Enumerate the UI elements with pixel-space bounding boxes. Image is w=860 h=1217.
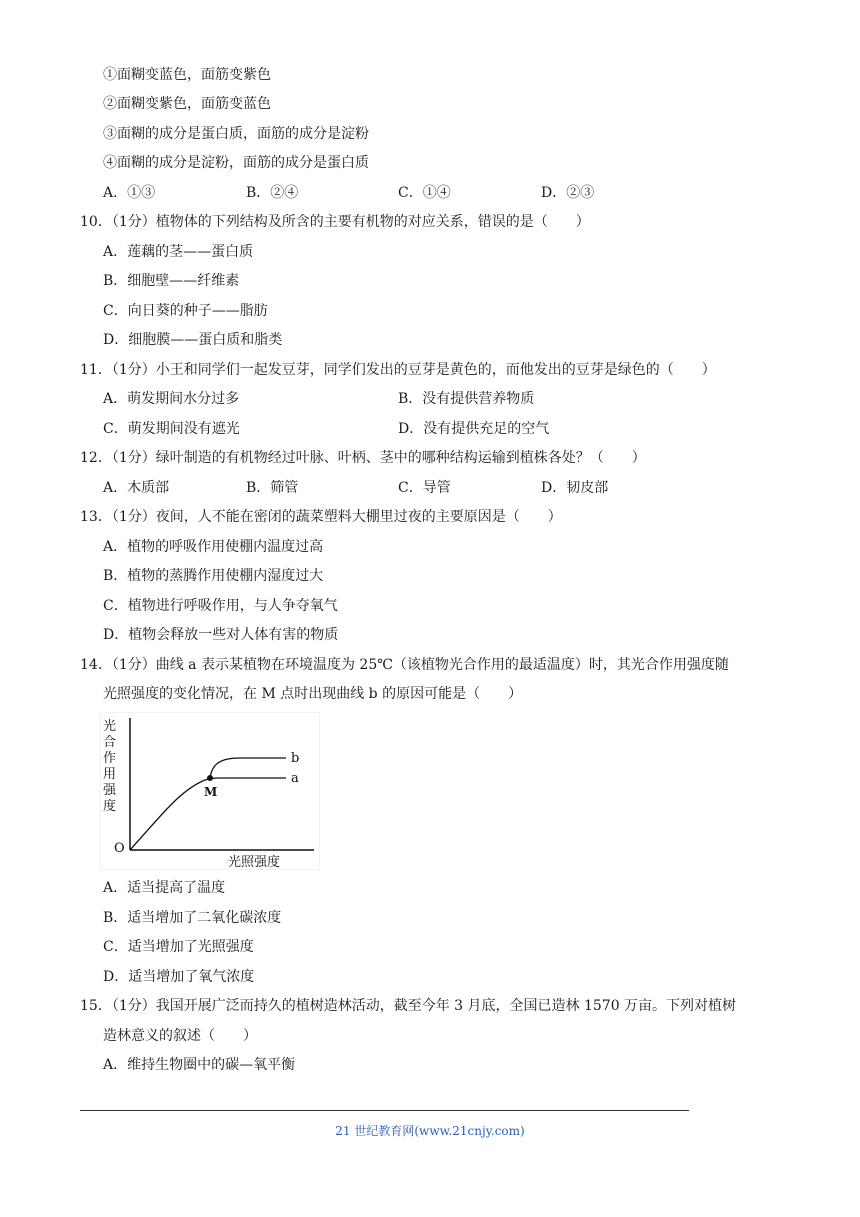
footer-text[interactable]: 21 世纪教育网(www.21cnjy.com) — [335, 1124, 525, 1138]
q12-option-b[interactable]: B．筛管 — [246, 480, 299, 496]
q14-stem-line-1: 14．（1分）曲线 a 表示某植物在环境温度为 25℃（该植物光合作用的最适温度）时，其光合作用强度随 — [80, 657, 729, 673]
ylabel-char-5: 强 — [103, 783, 117, 798]
ylabel-char-4: 用 — [103, 767, 117, 782]
q14-option-d[interactable]: D．适当增加了氧气浓度 — [103, 969, 255, 985]
origin-label: O — [114, 841, 125, 856]
q10-option-a[interactable]: A．莲藕的茎——蛋白质 — [103, 244, 254, 260]
q12-stem: 12．（1分）绿叶制造的有机物经过叶脉、叶柄、茎中的哪种结构运输到植株各处？（ ） — [80, 450, 646, 466]
q14-option-c[interactable]: C．适当增加了光照强度 — [103, 939, 254, 955]
point-m-label: M — [204, 785, 218, 799]
q11-option-b[interactable]: B．没有提供营养物质 — [398, 391, 535, 407]
q13-option-c[interactable]: C．植物进行呼吸作用，与人争夺氧气 — [103, 598, 338, 614]
footer-divider — [80, 1110, 689, 1111]
q9-option-b[interactable]: B．②④ — [246, 185, 299, 201]
q9-option-d[interactable]: D．②③ — [541, 185, 595, 201]
q14-figure — [100, 712, 320, 870]
xlabel: 光照强度 — [228, 855, 281, 870]
curve-b-label: b — [291, 751, 300, 766]
q14-option-a[interactable]: A．适当提高了温度 — [103, 880, 226, 896]
q13-stem: 13．（1分）夜间，人不能在密闭的蔬菜塑料大棚里过夜的主要原因是（ ） — [80, 509, 562, 525]
q10-option-b[interactable]: B．细胞壁——纤维素 — [103, 273, 240, 289]
q14-option-b[interactable]: B．适当增加了二氧化碳浓度 — [103, 910, 282, 926]
q15-option-a[interactable]: A．维持生物圈中的碳—氧平衡 — [103, 1057, 296, 1073]
q11-option-d[interactable]: D．没有提供充足的空气 — [398, 421, 550, 437]
q11-stem: 11．（1分）小王和同学们一起发豆芽，同学们发出的豆芽是黄色的，而他发出的豆芽是绿色的（ ） — [80, 362, 716, 378]
statement-3: ③面糊的成分是蛋白质，面筋的成分是淀粉 — [103, 126, 369, 142]
q11-option-a[interactable]: A．萌发期间水分过多 — [103, 391, 240, 407]
q12-option-d[interactable]: D．韧皮部 — [541, 480, 609, 496]
q13-option-b[interactable]: B．植物的蒸腾作用使棚内湿度过大 — [103, 568, 324, 584]
q14-stem-line-2: 光照强度的变化情况，在 M 点时出现曲线 b 的原因可能是（ ） — [103, 686, 523, 702]
ylabel-char-2: 合 — [103, 735, 117, 750]
statement-4: ④面糊的成分是淀粉，面筋的成分是蛋白质 — [103, 155, 369, 171]
q15-stem-line-1: 15．（1分）我国开展广泛而持久的植树造林活动，截至今年 3 月底，全国已造林 1570 万亩。下列对植树 — [80, 998, 737, 1014]
q11-option-c[interactable]: C．萌发期间没有遮光 — [103, 421, 240, 437]
q15-stem-line-2: 造林意义的叙述（ ） — [103, 1028, 257, 1044]
ylabel-char-3: 作 — [103, 751, 117, 766]
q12-option-c[interactable]: C．导管 — [398, 480, 451, 496]
ylabel-char-1: 光 — [103, 719, 117, 734]
q12-option-a[interactable]: A．木质部 — [103, 480, 170, 496]
statement-1: ①面糊变蓝色，面筋变紫色 — [103, 67, 271, 83]
q13-option-a[interactable]: A．植物的呼吸作用使棚内温度过高 — [103, 539, 324, 555]
curve-a-label: a — [291, 771, 299, 786]
q10-stem: 10．（1分）植物体的下列结构及所含的主要有机物的对应关系，错误的是（ ） — [80, 214, 590, 230]
point-m-marker — [207, 775, 213, 781]
statement-2: ②面糊变紫色，面筋变蓝色 — [103, 96, 271, 112]
q10-option-c[interactable]: C．向日葵的种子——脂肪 — [103, 303, 268, 319]
q9-option-c[interactable]: C．①④ — [398, 185, 451, 201]
q13-option-d[interactable]: D．植物会释放一些对人体有害的物质 — [103, 627, 339, 643]
q9-option-a[interactable]: A．①③ — [103, 185, 156, 201]
q10-option-d[interactable]: D．细胞膜——蛋白质和脂类 — [103, 332, 283, 348]
ylabel-char-6: 度 — [103, 799, 117, 814]
